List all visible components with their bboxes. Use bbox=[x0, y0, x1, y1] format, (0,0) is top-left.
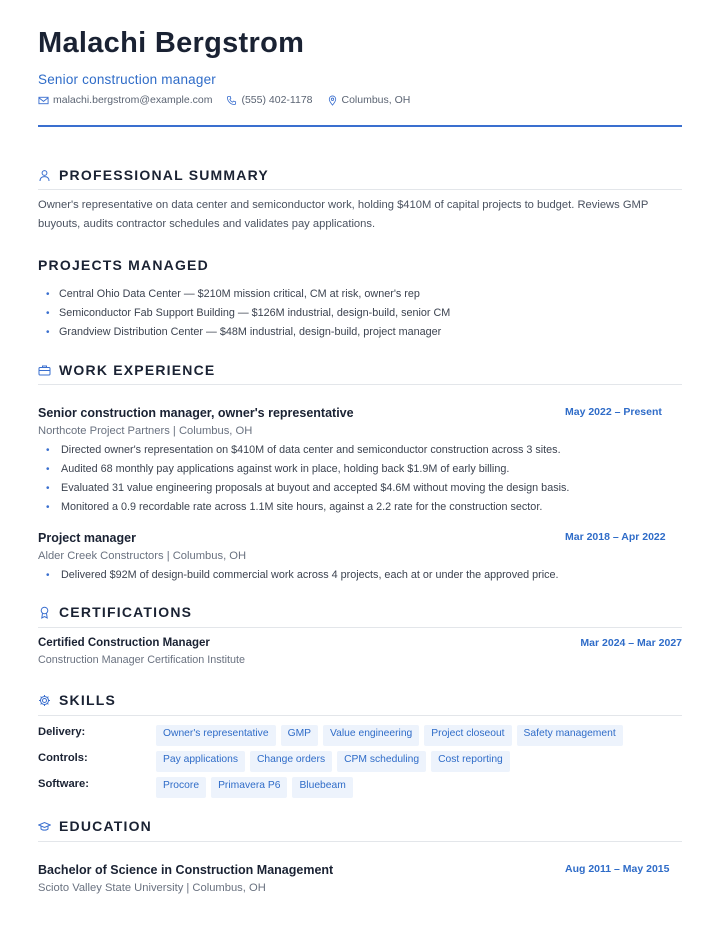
summary-text: Owner's representative on data center and semiconductor work, holding $410M of capital projects to budget. Reviews GMP buyouts, audits contractor schedules and validates pay applications. bbox=[38, 199, 649, 230]
skill-chip: Value engineering bbox=[323, 725, 419, 746]
certifications-section-title bbox=[38, 604, 192, 620]
person-icon bbox=[38, 169, 51, 182]
job-dates: May 2022 – Present bbox=[565, 406, 662, 418]
skill-group-label: Delivery: bbox=[38, 726, 86, 738]
projects-list bbox=[38, 285, 450, 342]
mail-icon bbox=[38, 95, 49, 106]
skill-chip: Change orders bbox=[250, 751, 332, 772]
projects-title-text: PROJECTS MANAGED bbox=[38, 257, 209, 273]
experience-title-text: WORK EXPERIENCE bbox=[59, 362, 216, 378]
job-bullet: • Delivered $92M of design-build commercial work across 4 projects, each at or under the approved price. bbox=[38, 566, 559, 585]
skill-chip: Pay applications bbox=[156, 751, 245, 772]
skill-chip: Project closeout bbox=[424, 725, 511, 746]
skill-group-label: Software: bbox=[38, 778, 89, 790]
job-company: Alder Creek Constructors | Columbus, OH bbox=[38, 550, 247, 562]
skill-chips-delivery bbox=[156, 725, 628, 746]
candidate-headline: Senior construction manager bbox=[38, 72, 216, 87]
experience-divider bbox=[38, 384, 682, 385]
location-pin-icon bbox=[327, 95, 338, 106]
skill-chip: CPM scheduling bbox=[337, 751, 426, 772]
contact-phone-text: (555) 402-1178 bbox=[241, 94, 313, 106]
education-divider bbox=[38, 841, 682, 842]
contact-email-text: malachi.bergstrom@example.com bbox=[53, 94, 213, 106]
skills-divider bbox=[38, 715, 682, 716]
skill-chips-controls bbox=[156, 751, 515, 772]
job-bullet: • Monitored a 0.9 recordable rate across 1.1M site hours, against a 2.2 rate for the construction sector. bbox=[38, 498, 569, 517]
education-title-text: EDUCATION bbox=[59, 818, 152, 834]
cert-issuer: Construction Manager Certification Institute bbox=[38, 654, 246, 666]
contact-row bbox=[38, 94, 424, 106]
skill-chip: Procore bbox=[156, 777, 206, 798]
job-bullet: • Evaluated 31 value engineering proposals at buyout and accepted $4.6M without moving the design basis. bbox=[38, 479, 569, 498]
cert-dates: Mar 2024 – Mar 2027 bbox=[580, 637, 682, 649]
summary-divider bbox=[38, 189, 682, 190]
project-item: • Central Ohio Data Center — $210M mission critical, CM at risk, owner's rep bbox=[38, 285, 450, 304]
phone-icon bbox=[226, 95, 237, 106]
education-section-title bbox=[38, 818, 152, 834]
contact-phone[interactable] bbox=[226, 94, 312, 106]
education-dates: Aug 2011 – May 2015 bbox=[565, 863, 670, 875]
job-title: Senior construction manager, owner's representative bbox=[38, 406, 354, 420]
certifications-divider bbox=[38, 627, 682, 628]
skill-chip: Bluebeam bbox=[292, 777, 352, 798]
header-divider bbox=[38, 125, 682, 127]
award-icon bbox=[38, 606, 51, 619]
skill-chip: Safety management bbox=[517, 725, 623, 746]
contact-location-text: Columbus, OH bbox=[341, 94, 411, 106]
skills-section-title bbox=[38, 692, 116, 708]
cert-name: Certified Construction Manager bbox=[38, 637, 210, 649]
skill-chip: GMP bbox=[281, 725, 318, 746]
job-bullet: • Directed owner's representation on $410M of data center and semiconductor construction across 3 sites. bbox=[38, 441, 569, 460]
project-item: • Grandview Distribution Center — $48M industrial, design-build, project manager bbox=[38, 323, 450, 342]
job-bullet: • Audited 68 monthly pay applications against work in place, holding back $1.9M of early billing. bbox=[38, 460, 569, 479]
skills-title-text: SKILLS bbox=[59, 692, 116, 708]
degree-title: Bachelor of Science in Construction Management bbox=[38, 863, 334, 877]
candidate-name: Malachi Bergstrom bbox=[38, 27, 305, 59]
projects-section-title bbox=[38, 257, 209, 273]
skill-chip: Cost reporting bbox=[431, 751, 510, 772]
skill-chips-software bbox=[156, 777, 358, 798]
school-name: Scioto Valley State University | Columbus, OH bbox=[38, 882, 266, 894]
summary-section-title bbox=[38, 167, 269, 183]
job-title: Project manager bbox=[38, 531, 136, 545]
job-company: Northcote Project Partners | Columbus, OH bbox=[38, 425, 253, 437]
graduation-cap-icon bbox=[38, 820, 51, 833]
gear-icon bbox=[38, 694, 51, 707]
summary-title-text: PROFESSIONAL SUMMARY bbox=[59, 167, 269, 183]
skill-chip: Primavera P6 bbox=[211, 777, 287, 798]
contact-location bbox=[327, 94, 411, 106]
job-dates: Mar 2018 – Apr 2022 bbox=[565, 531, 666, 543]
experience-section-title bbox=[38, 362, 215, 378]
project-item: • Semiconductor Fab Support Building — $126M industrial, design-build, senior CM bbox=[38, 304, 450, 323]
skill-group-label: Controls: bbox=[38, 752, 88, 764]
job-bullets bbox=[38, 566, 559, 585]
contact-email[interactable] bbox=[38, 94, 212, 106]
briefcase-icon bbox=[38, 364, 51, 377]
certifications-title-text: CERTIFICATIONS bbox=[59, 604, 193, 620]
skill-chip: Owner's representative bbox=[156, 725, 276, 746]
job-bullets bbox=[38, 441, 569, 517]
